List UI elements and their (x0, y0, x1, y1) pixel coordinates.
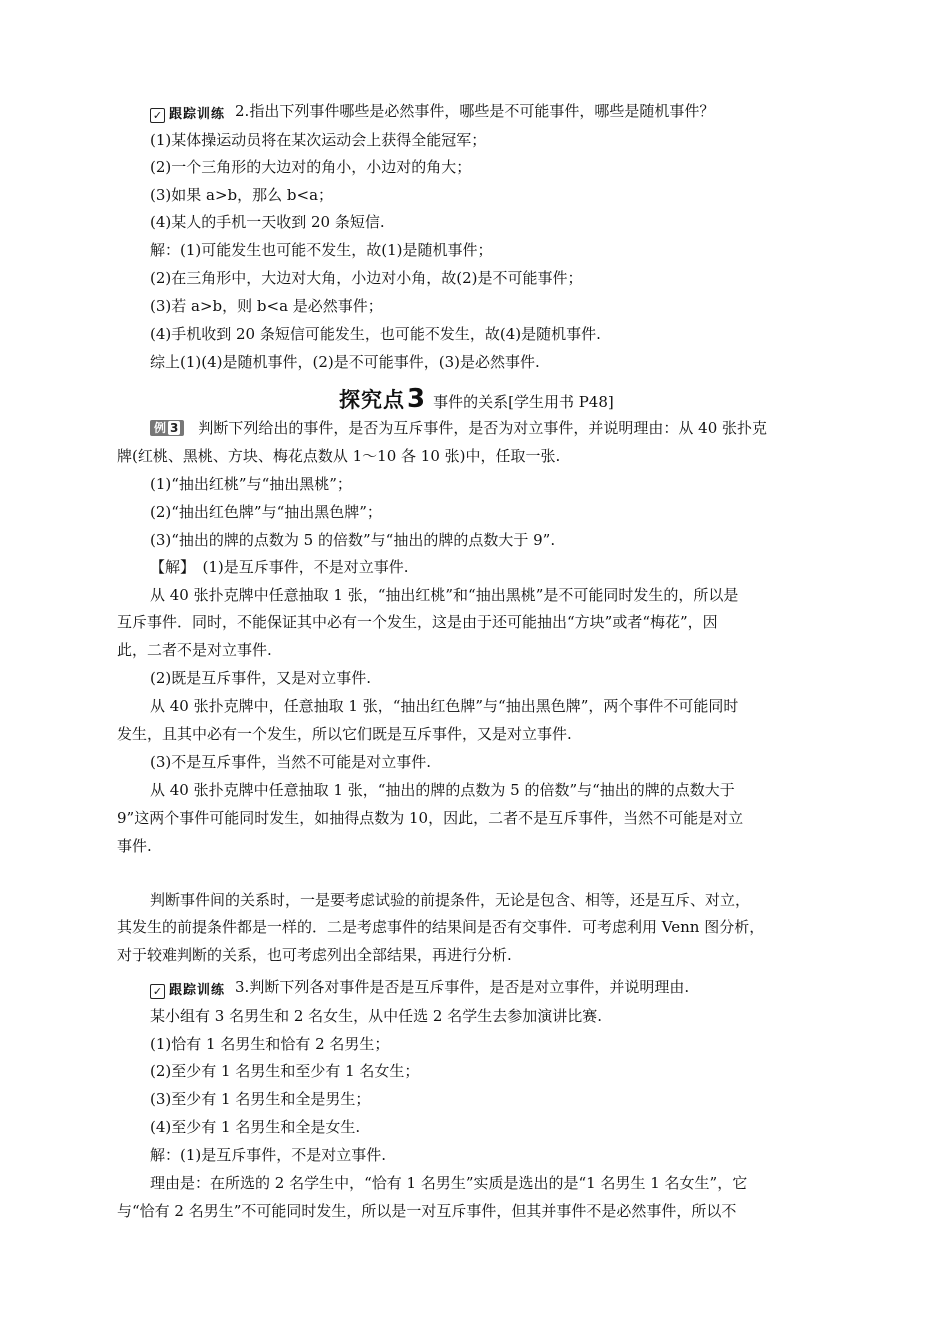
example-line-1: 例 3 判断下列给出的事件，是否为互斥事件，是否为对立事件，并说明理由：从 40 张扑克 (150, 418, 767, 438)
text-line: 事件. (117, 837, 152, 855)
text-line: (4)至少有 1 名男生和全是女生. (150, 1118, 361, 1136)
text-line: (1)某体操运动员将在某次运动会上获得全能冠军； (150, 131, 487, 149)
text-line: (4)某人的手机一天收到 20 条短信. (150, 213, 385, 231)
text-line: 从 40 张扑克牌中任意抽取 1 张，“抽出的牌的点数为 5 的倍数”与“抽出的牌的点数大于 (150, 781, 735, 799)
text-line: 互斥事件．同时，不能保证其中必有一个发生，这是由于还可能抽出“方块”或者“梅花”，因 (117, 613, 718, 631)
checkmark-icon: ✓ (150, 108, 165, 123)
text-line: (2)既是互斥事件，又是对立事件. (150, 669, 372, 687)
text-line: 解：(1)是互斥事件，不是对立事件. (150, 1146, 387, 1164)
text-line: (2)“抽出红色牌”与“抽出黑色牌”； (150, 503, 382, 521)
text-line: 与“恰有 2 名男生”不可能同时发生，所以是一对互斥事件，但其并事件不是必然事件，所以不 (117, 1202, 737, 1220)
text-line: (2)至少有 1 名男生和至少有 1 名女生； (150, 1062, 420, 1080)
text-line: 理由是：在所选的 2 名学生中，“恰有 1 名男生”实质是选出的是“1 名男生 1 名女生”，它 (150, 1174, 748, 1192)
text-line: (3)至少有 1 名男生和全是男生； (150, 1090, 371, 1108)
follow-training-badge: ✓ 跟踪训练 (150, 107, 225, 123)
text-line: 某小组有 3 名男生和 2 名女生，从中任选 2 名学生去参加演讲比赛. (150, 1007, 603, 1025)
text-line: (1)恰有 1 名男生和恰有 2 名男生； (150, 1035, 390, 1053)
text-line: 此，二者不是对立事件. (117, 641, 272, 659)
text-line: (3)若 a>b，则 b<a 是必然事件； (150, 297, 383, 315)
text-line: 解：(1)可能发生也可能不发生，故(1)是随机事件； (150, 241, 493, 259)
text-line: 牌(红桃、黑桃、方块、梅花点数从 1～10 各 10 张)中，任取一张. (117, 447, 561, 465)
text-line: (3)“抽出的牌的点数为 5 的倍数”与“抽出的牌的点数大于 9”. (150, 531, 556, 549)
text-line: 9”这两个事件可能同时发生，如抽得点数为 10，因此，二者不是互斥事件，当然不可能是对立 (117, 809, 744, 827)
text-line: 综上(1)(4)是随机事件，(2)是不可能事件，(3)是必然事件. (150, 353, 540, 371)
follow-training-line-2: ✓ 跟踪训练 3.判断下列各对事件是否是互斥事件，是否是对立事件，并说明理由. (150, 977, 689, 999)
text-line: (4)手机收到 20 条短信可能发生，也可能不发生，故(4)是随机事件. (150, 325, 601, 343)
text-line: 从 40 张扑克牌中任意抽取 1 张，“抽出红桃”和“抽出黑桃”是不可能同时发生的，所以是 (150, 586, 739, 604)
text-line: 其发生的前提条件都是一样的．二是考虑事件的结果间是否有交事件．可考虑利用 Venn 图分析， (117, 918, 765, 936)
follow-training-line-1: ✓ 跟踪训练 2.指出下列事件哪些是必然事件，哪些是不可能事件，哪些是随机事件？ (150, 101, 714, 123)
section-heading: 探究点3 事件的关系[学生用书 P48] (339, 384, 614, 414)
text-line: 对于较难判断的关系，也可考虑列出全部结果，再进行分析. (117, 946, 512, 964)
text-line: (1)“抽出红桃”与“抽出黑桃”； (150, 475, 352, 493)
text-line: (3)不是互斥事件，当然不可能是对立事件. (150, 753, 432, 771)
text-line: (2)一个三角形的大边对的角小，小边对的角大； (150, 158, 472, 176)
text-line: (2)在三角形中，大边对大角，小边对小角，故(2)是不可能事件； (150, 269, 583, 287)
follow-training-badge: ✓ 跟踪训练 (150, 983, 225, 999)
text-line: 判断事件间的关系时，一是要考虑试验的前提条件，无论是包含、相等，还是互斥、对立， (150, 891, 751, 909)
checkmark-icon: ✓ (150, 984, 165, 999)
text-line: (3)如果 a>b，那么 b<a； (150, 186, 334, 204)
example-badge: 例 3 (150, 420, 184, 436)
text-line: 发生，且其中必有一个发生，所以它们既是互斥事件，又是对立事件. (117, 725, 572, 743)
text-line: 从 40 张扑克牌中，任意抽取 1 张，“抽出红色牌”与“抽出黑色牌”，两个事件不可能同时 (150, 697, 739, 715)
text-line: 【解】 (1)是互斥事件，不是对立事件. (150, 558, 409, 576)
